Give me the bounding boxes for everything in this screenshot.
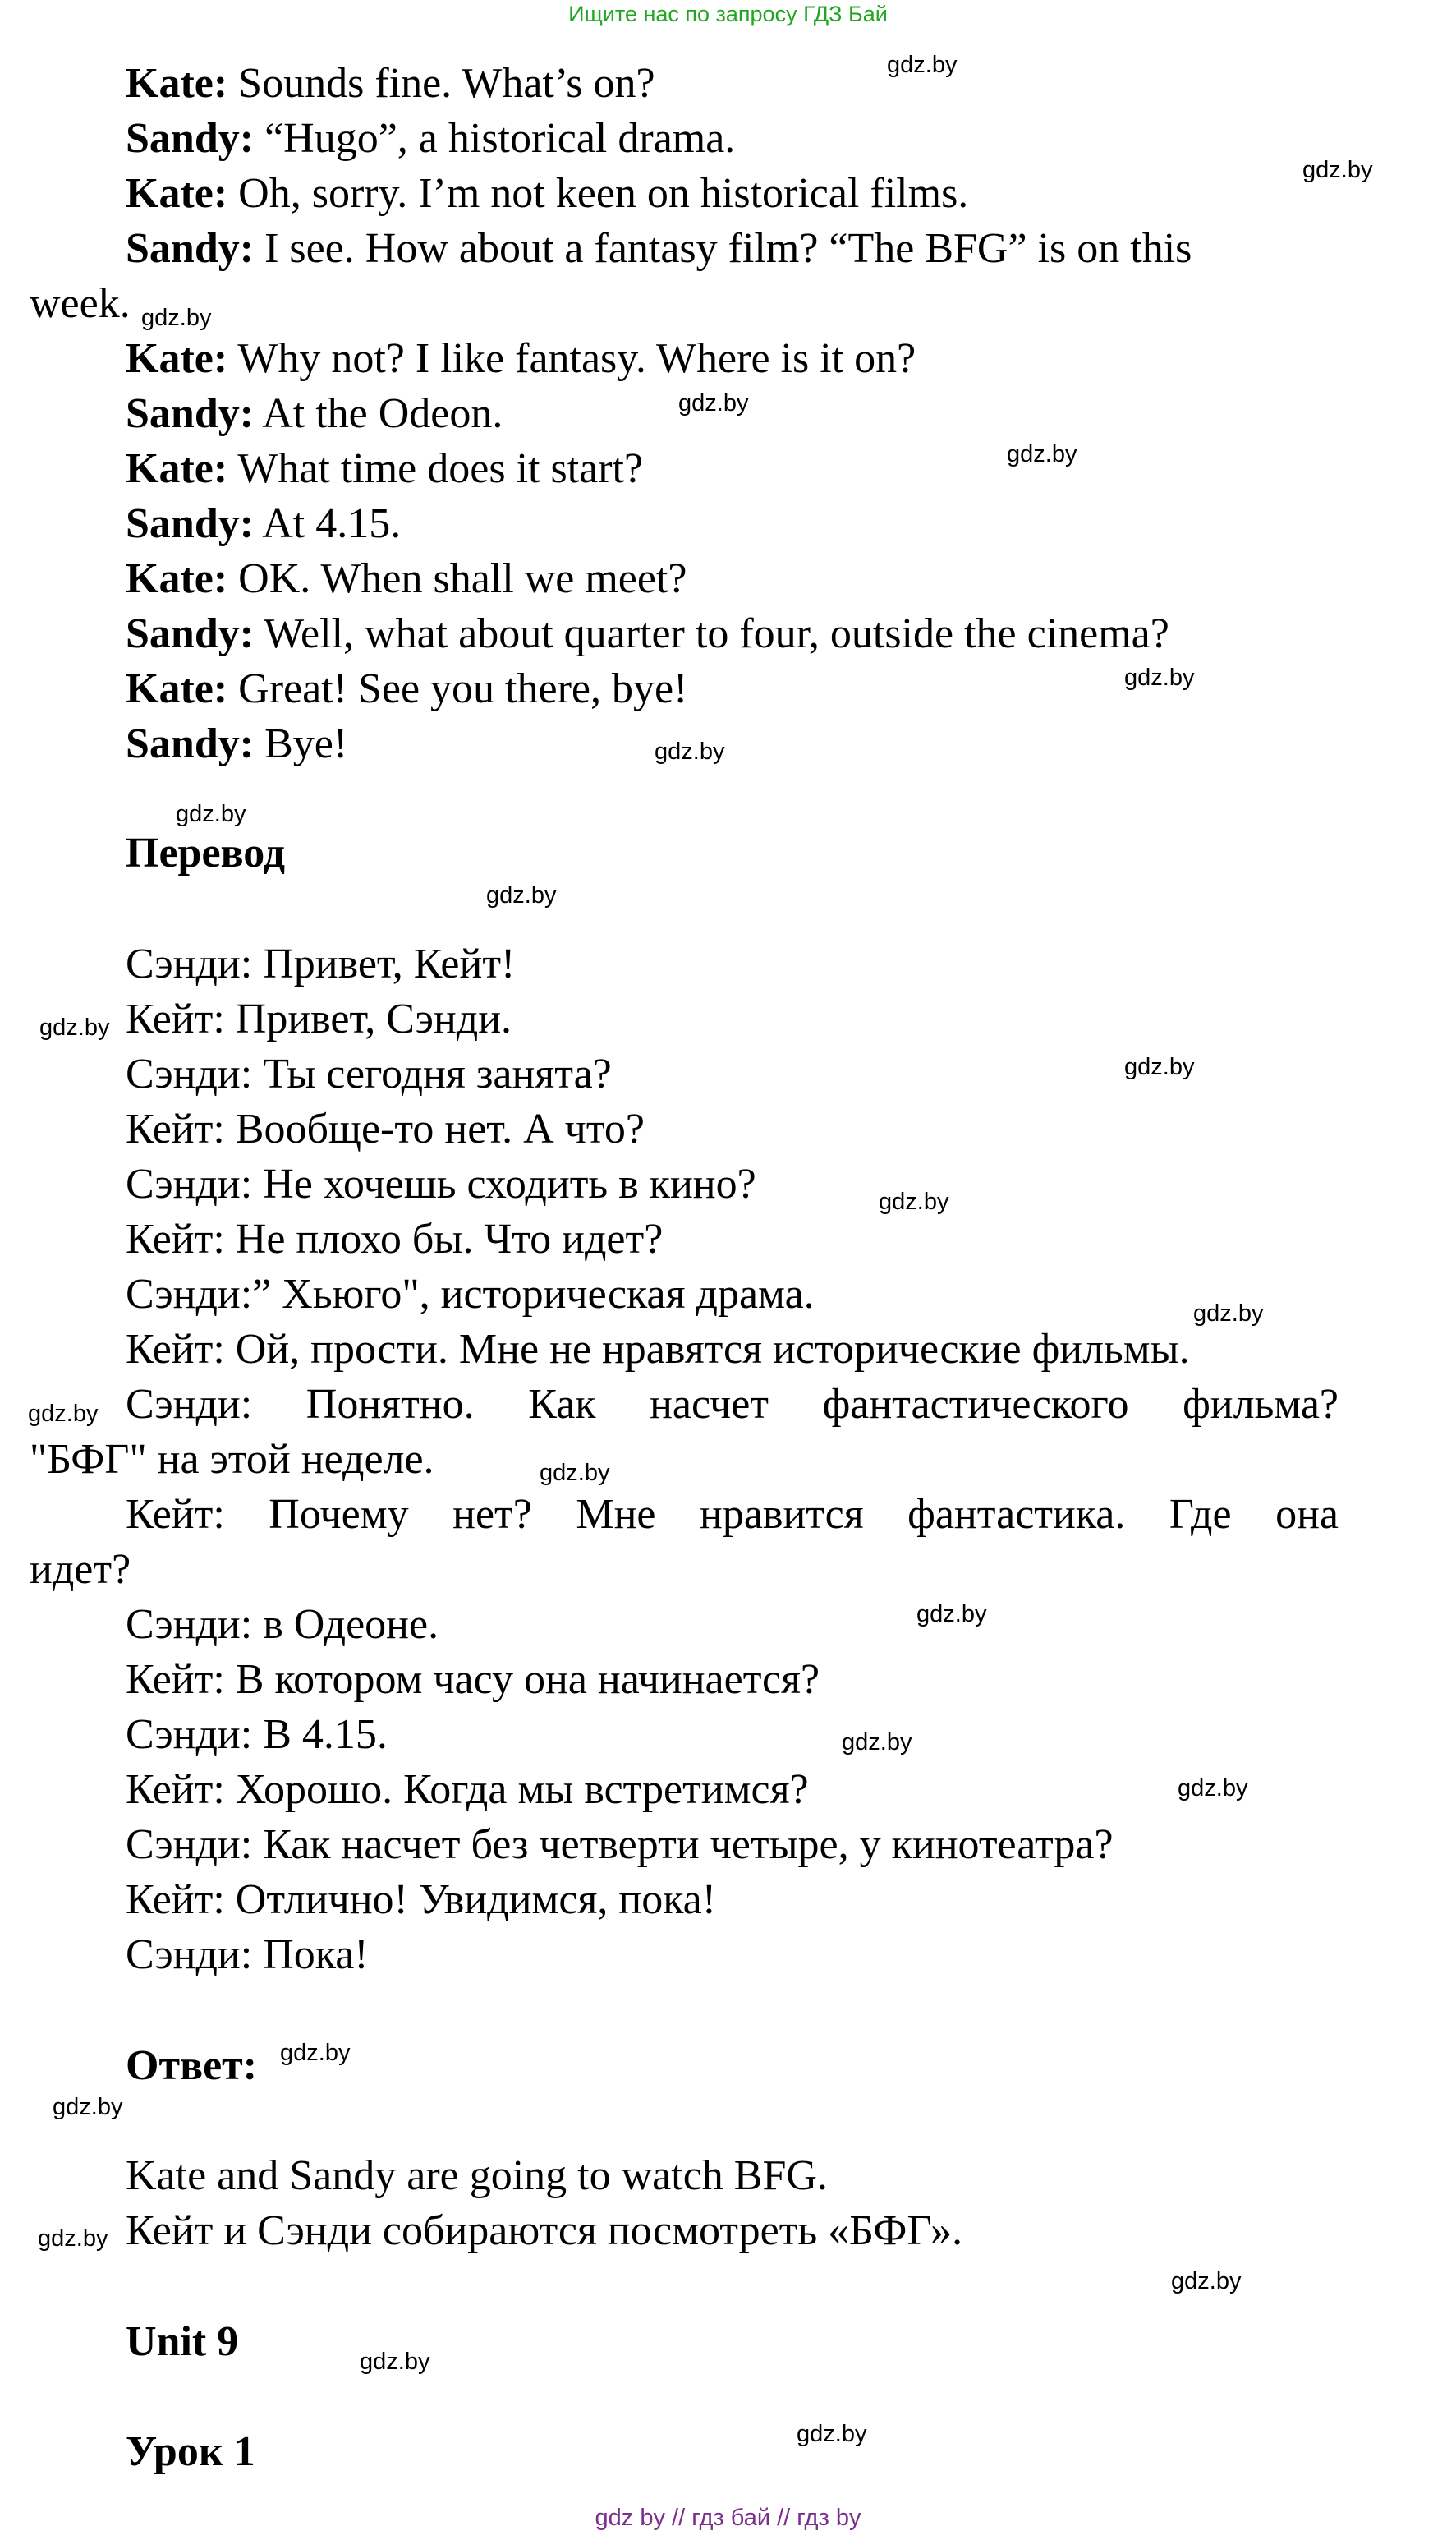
watermark: gdz.by <box>176 801 246 827</box>
speaker-name: Sandy: <box>126 610 255 657</box>
line-text: Sounds fine. What’s on? <box>227 60 655 107</box>
dialogue-line <box>126 113 735 165</box>
translation-line-continuation: идет? <box>30 1546 131 1593</box>
watermark: gdz.by <box>1302 157 1373 183</box>
speaker-name: Sandy: <box>126 720 255 767</box>
line-text: Well, what about quarter to four, outside the cinema? <box>254 610 1169 657</box>
answer-line: Kate and Sandy are going to watch BFG. <box>126 2152 828 2199</box>
answer-heading: Ответ: <box>126 2042 258 2089</box>
speaker-name: Kate: <box>126 60 228 107</box>
watermark: gdz.by <box>1171 2268 1242 2294</box>
watermark: gdz.by <box>879 1189 949 1215</box>
dialogue-line <box>126 608 1169 660</box>
line-text: Bye! <box>254 720 348 767</box>
speaker-name: Kate: <box>126 170 228 217</box>
answer-line: Кейт и Сэнди собираются посмотреть «БФГ». <box>126 2207 963 2254</box>
translation-line: Сэнди: Пока! <box>126 1931 369 1978</box>
watermark: gdz.by <box>1193 1300 1264 1327</box>
translation-line: Кейт: Не плохо бы. Что идет? <box>126 1216 664 1263</box>
watermark: gdz.by <box>360 2349 430 2375</box>
line-text: At 4.15. <box>254 500 402 547</box>
watermark: gdz.by <box>797 2421 867 2447</box>
watermark: gdz.by <box>1124 665 1195 691</box>
dialogue-line <box>126 58 655 110</box>
watermark: gdz.by <box>38 2225 108 2252</box>
translation-line: Сэнди: Привет, Кейт! <box>126 941 516 987</box>
speaker-name: Kate: <box>126 665 228 712</box>
translation-line: Кейт: Хорошо. Когда мы встретимся? <box>126 1766 809 1813</box>
translation-line: Кейт: Отлично! Увидимся, пока! <box>126 1876 717 1923</box>
speaker-name: Kate: <box>126 555 228 602</box>
translation-line: Сэнди: в Одеоне. <box>126 1601 439 1648</box>
speaker-name: Sandy: <box>126 225 255 272</box>
line-text: week. <box>30 280 131 327</box>
line-text: At the Odeon. <box>254 390 503 437</box>
dialogue-line <box>126 223 1192 275</box>
watermark: gdz.by <box>1178 1775 1248 1801</box>
line-text: I see. How about a fantasy film? “The BFG” is on this <box>254 225 1192 272</box>
speaker-name: Kate: <box>126 335 228 382</box>
lesson-heading: Урок 1 <box>126 2428 255 2475</box>
watermark: gdz.by <box>887 52 958 78</box>
watermark: gdz.by <box>280 2040 351 2066</box>
dialogue-line <box>126 718 347 771</box>
dialogue-line <box>126 553 687 605</box>
watermark: gdz.by <box>1007 441 1077 467</box>
line-text: “Hugo”, a historical drama. <box>254 115 736 162</box>
translation-line: Кейт: Ой, прости. Мне не нравятся исторические фильмы. <box>126 1326 1190 1373</box>
dialogue-line <box>126 168 968 220</box>
watermark: gdz.by <box>486 882 557 909</box>
dialogue-line <box>126 498 401 550</box>
footer-site-links[interactable]: gdz by // гдз бай // гдз by <box>595 2505 861 2531</box>
dialogue-line <box>126 663 687 716</box>
watermark: gdz.by <box>655 739 725 765</box>
translation-line: Кейт: Вообще-то нет. А что? <box>126 1106 645 1153</box>
translation-line: Кейт: Привет, Сэнди. <box>126 996 512 1042</box>
translation-line: Сэнди: Понятно. Как насчет фантастического фильма? <box>126 1381 1339 1428</box>
line-text: Why not? I like fantasy. Where is it on? <box>227 335 916 382</box>
translation-line: Кейт: Почему нет? Мне нравится фантастика. Где она <box>126 1491 1339 1538</box>
line-text: Oh, sorry. I’m not keen on historical films. <box>227 170 969 217</box>
dialogue-line <box>126 388 503 440</box>
speaker-name: Sandy: <box>126 115 255 162</box>
watermark: gdz.by <box>141 305 212 331</box>
watermark: gdz.by <box>1124 1054 1195 1080</box>
watermark: gdz.by <box>916 1601 987 1627</box>
watermark: gdz.by <box>842 1729 912 1755</box>
line-text: OK. When shall we meet? <box>227 555 687 602</box>
watermark: gdz.by <box>28 1401 99 1427</box>
speaker-name: Kate: <box>126 445 228 492</box>
dialogue-line <box>126 443 643 495</box>
translation-line: Кейт: В котором часу она начинается? <box>126 1656 820 1703</box>
speaker-name: Sandy: <box>126 500 255 547</box>
translation-line-continuation: "БФГ" на этой неделе. <box>30 1436 434 1483</box>
dialogue-line <box>126 333 916 385</box>
translation-line: Сэнди:” Хьюго", историческая драма. <box>126 1271 815 1318</box>
watermark: gdz.by <box>678 390 749 416</box>
line-text: Great! See you there, bye! <box>227 665 688 712</box>
translation-line: Сэнди: Ты сегодня занята? <box>126 1051 612 1097</box>
translation-line: Сэнди: Не хочешь сходить в кино? <box>126 1161 756 1208</box>
header-search-link[interactable]: Ищите нас по запросу ГДЗ Бай <box>568 2 888 26</box>
translation-line: Сэнди: Как насчет без четверти четыре, у кинотеатра? <box>126 1821 1114 1868</box>
line-text: What time does it start? <box>227 445 644 492</box>
watermark: gdz.by <box>540 1460 610 1486</box>
unit-heading: Unit 9 <box>126 2318 239 2365</box>
translation-line: Сэнди: В 4.15. <box>126 1711 388 1758</box>
dialogue-line-continuation <box>30 278 131 330</box>
speaker-name: Sandy: <box>126 390 255 437</box>
watermark: gdz.by <box>39 1015 110 1041</box>
watermark: gdz.by <box>53 2094 123 2120</box>
translation-heading: Перевод <box>126 830 286 877</box>
